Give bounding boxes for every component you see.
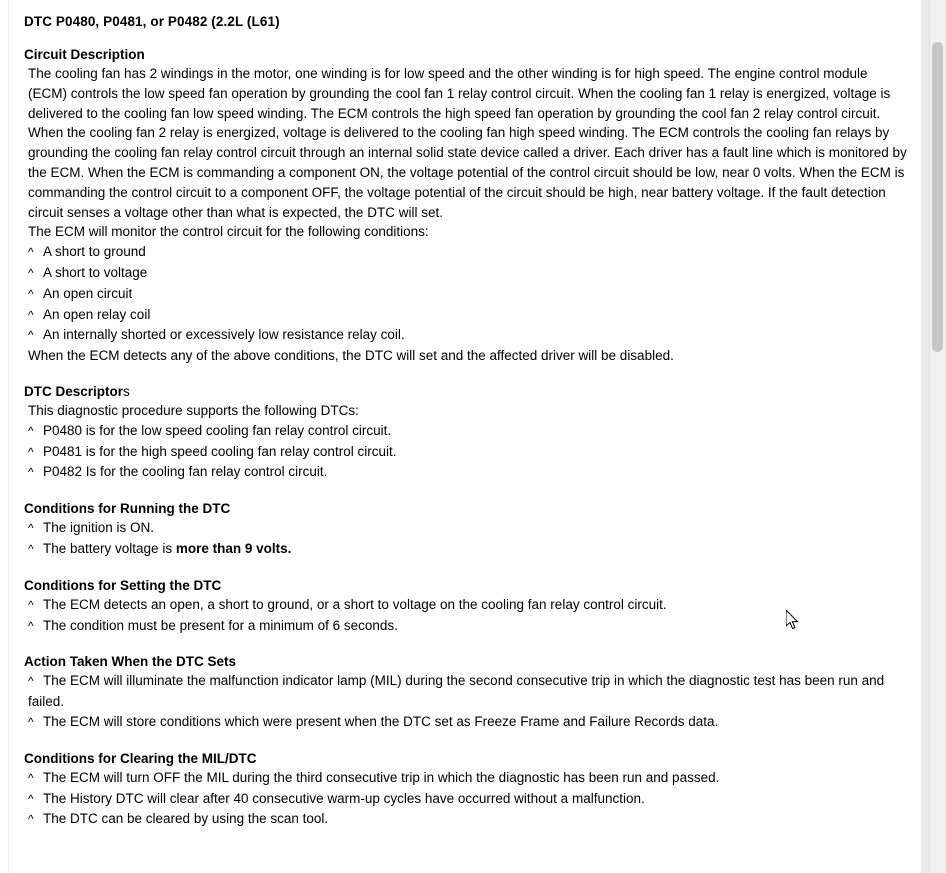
vertical-scrollbar[interactable] <box>929 0 946 873</box>
bullet-list <box>24 768 907 830</box>
list-item-label: The History DTC will clear after 40 consecutive warm-up cycles have occurred without a malfunction. <box>43 790 645 806</box>
section-heading <box>24 578 907 593</box>
bullet-list <box>24 595 907 637</box>
list-item-label: P0480 is for the low speed cooling fan relay control circuit. <box>43 422 392 438</box>
section-heading <box>24 384 907 399</box>
section-circuit-description <box>24 47 907 366</box>
bullet-marker-icon: ^ <box>28 265 34 280</box>
lead-line: This diagnostic procedure supports the following DTCs: <box>28 402 359 418</box>
section-heading-text: Conditions for Clearing the MIL/DTC <box>24 750 257 766</box>
list-item-label: An open circuit <box>43 285 133 301</box>
list-item-label: An open relay coil <box>43 306 151 322</box>
section-heading-text: Conditions for Setting the DTC <box>24 577 222 593</box>
page-left-margin <box>0 0 9 873</box>
bullet-marker-icon: ^ <box>28 328 34 343</box>
list-item <box>24 712 907 733</box>
section-heading-text: Conditions for Running the DTC <box>24 501 231 517</box>
list-item <box>24 539 907 560</box>
section-heading <box>24 501 907 516</box>
section-dtc-descriptors <box>24 384 907 483</box>
bullet-list <box>24 518 907 560</box>
list-item-label: The ECM will store conditions which were present when the DTC set as Freeze Frame and Failure Records data. <box>43 713 719 729</box>
list-item <box>24 242 907 263</box>
section-heading <box>24 751 907 766</box>
list-item <box>24 595 907 616</box>
list-item <box>24 768 907 789</box>
list-item-label: The ECM will turn OFF the MIL during the third consecutive trip in which the diagnostic has been run and passed. <box>43 769 720 785</box>
section-heading <box>24 654 907 669</box>
list-item <box>24 462 907 483</box>
list-item-label: An internally shorted or excessively low resistance relay coil. <box>43 327 405 343</box>
bullet-marker-icon: ^ <box>28 770 34 785</box>
bullet-marker-icon: ^ <box>28 444 34 459</box>
list-item-label: A short to voltage <box>43 264 148 280</box>
paragraph: The cooling fan has 2 windings in the motor, one winding is for low speed and the other winding is for high speed. The engine control module (ECM) controls the low speed fan operation by grounding the cool fan 1 relay control circuit. When the cooling fan 1 relay is energized, voltage is delivered to the cooling fan low speed winding. The ECM controls the high speed fan operation by grounding the cool fan 2 relay control circuit. When the cooling fan 2 relay is energized, voltage is delivered to the cooling fan high speed winding. The ECM controls the cooling fan relays by grounding the cooling fan relay control circuit through an internal solid state device called a driver. Each driver has a fault line which is monitored by the ECM. When the ECM is commanding a component ON, the voltage potential of the control circuit should be low, near 0 volts. When the ECM is commanding the control circuit to a component OFF, the voltage potential of the circuit should be high, near battery voltage. If the fault detection circuit senses a voltage other than what is expected, the DTC will set. <box>28 66 907 220</box>
list-item <box>24 671 907 712</box>
list-item-label: P0482 Is for the cooling fan relay control circuit. <box>43 464 328 480</box>
page-title: DTC P0480, P0481, or P0482 (2.2L (L61) <box>24 14 280 29</box>
section-heading <box>24 47 907 62</box>
list-item-label: The DTC can be cleared by using the scan tool. <box>43 811 329 827</box>
bullet-marker-icon: ^ <box>28 245 34 260</box>
list-item-label: P0481 is for the high speed cooling fan relay control circuit. <box>43 443 397 459</box>
document-body <box>9 0 921 873</box>
lead-line: The ECM will monitor the control circuit for the following conditions: <box>28 224 429 240</box>
bullet-marker-icon: ^ <box>28 423 34 438</box>
list-item-label: A short to ground <box>43 244 146 260</box>
section-conditions-clearing <box>24 751 907 830</box>
list-item-label: The ECM will illuminate the malfunction indicator lamp (MIL) during the second consecutive trip in which the diagnostic test has been run and failed. <box>28 673 885 710</box>
list-item-label: The ECM detects an open, a short to ground, or a short to voltage on the cooling fan relay control circuit. <box>43 596 667 612</box>
bullet-marker-icon: ^ <box>28 541 34 556</box>
section-action-taken <box>24 654 907 732</box>
list-item <box>24 616 907 637</box>
bullet-marker-icon: ^ <box>28 791 34 806</box>
list-item-label: The condition must be present for a minimum of 6 seconds. <box>43 617 398 633</box>
bullet-marker-icon: ^ <box>28 465 34 480</box>
bullet-marker-icon: ^ <box>28 812 34 827</box>
list-item <box>24 421 907 442</box>
list-item <box>24 284 907 305</box>
section-heading-text: Action Taken When the DTC Sets <box>24 654 237 670</box>
bullet-list <box>24 671 907 732</box>
bullet-marker-icon: ^ <box>28 714 34 729</box>
list-item <box>24 442 907 463</box>
section-conditions-running <box>24 501 907 560</box>
section-heading-suffix: s <box>123 383 130 399</box>
list-item <box>24 809 907 830</box>
bullet-marker-icon: ^ <box>28 674 34 689</box>
list-item <box>24 518 907 539</box>
list-item <box>24 305 907 326</box>
bullet-marker-icon: ^ <box>28 597 34 612</box>
bullet-list <box>24 242 907 346</box>
bullet-marker-icon: ^ <box>28 618 34 633</box>
list-item-emphasis: more than 9 volts. <box>175 540 292 556</box>
section-heading-text: Circuit Description <box>24 47 145 62</box>
section-conditions-setting <box>24 578 907 637</box>
bullet-marker-icon: ^ <box>28 286 34 301</box>
trailing-line: When the ECM detects any of the above conditions, the DTC will set and the affected driver will be disabled. <box>28 348 674 364</box>
list-item <box>24 263 907 284</box>
list-item-label: The ignition is ON. <box>43 520 155 536</box>
bullet-list <box>24 421 907 483</box>
section-heading-text: DTC Descriptor <box>24 383 124 399</box>
scrollbar-thumb[interactable] <box>932 42 943 352</box>
bullet-marker-icon: ^ <box>28 307 34 322</box>
list-item <box>24 325 907 346</box>
list-item-label-prefix: The battery voltage is more than 9 volts. <box>43 540 292 556</box>
list-item <box>24 789 907 810</box>
bullet-marker-icon: ^ <box>28 521 34 536</box>
